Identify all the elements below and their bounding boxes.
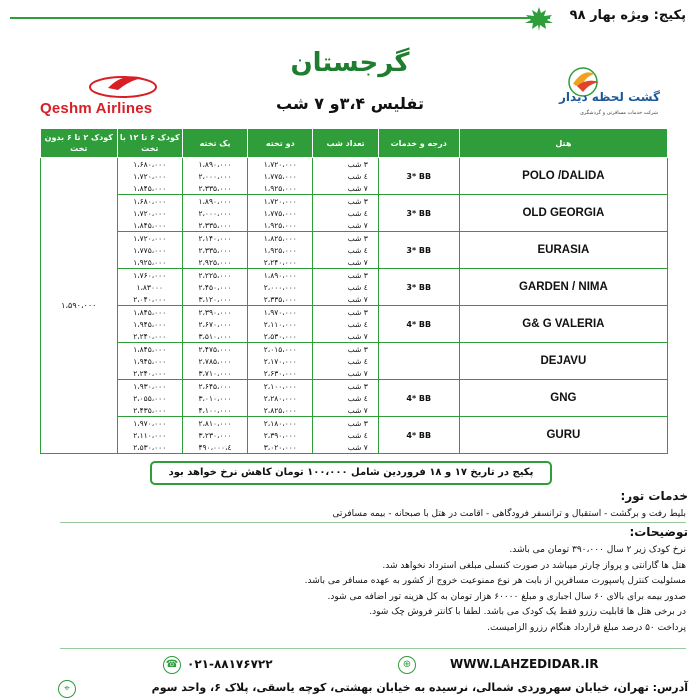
night-count: ۳ شب: [347, 196, 368, 206]
single-price: ۲،۱۴۰،۰۰۰: [198, 233, 232, 243]
night-count: ۷ شب: [347, 294, 368, 304]
single-price: ۳،۱۲۰،۰۰۰: [198, 294, 232, 304]
notes-list: [226, 543, 686, 636]
child-price: ۲،۵۳۰،۰۰۰: [133, 442, 167, 452]
child-price-cell: [117, 380, 182, 417]
single-price: ۴،۱۰۰،۰۰۰: [198, 405, 232, 415]
nights-cell: [313, 306, 378, 343]
double-price-cell: [248, 195, 313, 232]
child-price: ۱،۹۲۵،۰۰۰: [133, 257, 167, 267]
double-price: ۲،۶۳۰،۰۰۰: [263, 368, 297, 378]
single-price-cell: [182, 232, 247, 269]
double-price: ۱،۷۲۰،۰۰۰: [263, 159, 297, 169]
double-price: ۲،۳۹۰،۰۰۰: [263, 430, 297, 440]
night-count: ۷ شب: [347, 368, 368, 378]
child-price-cell: [117, 158, 182, 195]
child-price: ۲،۲۴۰،۰۰۰: [133, 368, 167, 378]
child-price: ۱،۸۴۵،۰۰۰: [133, 344, 167, 354]
child-price: ۲،۲۴۰،۰۰۰: [133, 331, 167, 341]
child-price: ۱،۶۸۰،۰۰۰: [133, 159, 167, 169]
table-row: [41, 343, 668, 380]
services-description: بلیط رفت و برگشت - استقبال و ترانسفر فرودگاهی - اقامت در هتل با صبحانه - بیمه مسافرتی: [332, 509, 686, 519]
hotel-name-cell: EURASIA: [459, 232, 667, 269]
contact-bar: [0, 655, 700, 675]
hotel-price-table: [40, 128, 668, 454]
double-price: ۲،۲۴۰،۰۰۰: [263, 257, 297, 267]
single-price: ۲،۳۹۰،۰۰۰: [198, 307, 232, 317]
hotel-name-cell: POLO /DALIDA: [459, 158, 667, 195]
nights-cell: [313, 232, 378, 269]
header-child-6-12: کودک ۶ تا ۱۲ با تخت: [117, 129, 182, 158]
nights-cell: [313, 269, 378, 306]
grade-cell: 4* BB: [378, 306, 459, 343]
nights-cell: [313, 380, 378, 417]
child-price: ۱،۷۲۰،۰۰۰: [133, 233, 167, 243]
header-nights: تعداد شب: [313, 129, 378, 158]
nights-cell: [313, 417, 378, 454]
nights-cell: [313, 158, 378, 195]
double-price: ۱،۸۹۰،۰۰۰: [263, 270, 297, 280]
night-count: ۷ شب: [347, 442, 368, 452]
child-price-cell: [117, 417, 182, 454]
services-title: خدمات تور:: [620, 489, 688, 503]
night-count: ٤ شب: [347, 245, 368, 255]
single-price: ۳،۷۱۰،۰۰۰: [198, 368, 232, 378]
night-count: ۷ شب: [347, 183, 368, 193]
single-price: ۲،۰۰۰،۰۰۰: [198, 208, 232, 218]
hotel-name-cell: GURU: [459, 417, 667, 454]
website-link[interactable]: WWW.LAHZEDIDAR.IR: [450, 657, 599, 671]
hotel-name-cell: OLD GEORGIA: [459, 195, 667, 232]
double-price: ۲،۰۰۰،۰۰۰: [263, 282, 297, 292]
table-row: [41, 417, 668, 454]
single-price-cell: [182, 195, 247, 232]
agency-tagline: شرکت خدمات مسافرتی و گردشگری: [580, 110, 658, 116]
single-price: ۲،۷۸۵،۰۰۰: [198, 356, 232, 366]
night-count: ۷ شب: [347, 220, 368, 230]
single-price-cell: [182, 380, 247, 417]
hotel-name-cell: DEJAVU: [459, 343, 667, 380]
double-price: ۲،۱۸۰،۰۰۰: [263, 418, 297, 428]
night-count: ٤ شب: [347, 171, 368, 181]
hotel-name-cell: G& G VALERIA: [459, 306, 667, 343]
double-price: ۲،۲۸۰،۰۰۰: [263, 393, 297, 403]
table-row: [41, 380, 668, 417]
night-count: ٤ شب: [347, 282, 368, 292]
nights-cell: [313, 343, 378, 380]
night-count: ٤ شب: [347, 208, 368, 218]
note-item: هتل ها گارانتی و پرواز چارتر میباشد در صورت کنسلی مبلغی استرداد نخواهد شد.: [382, 560, 686, 571]
double-price: ۲،۸۲۵،۰۰۰: [263, 405, 297, 415]
night-count: ۷ شب: [347, 257, 368, 267]
child-price-cell: [117, 306, 182, 343]
child-no-bed-price: ۱،۵۹۰،۰۰۰: [41, 158, 118, 454]
phone-icon: ☎: [163, 656, 181, 674]
child-price: ۱،۹۷۰،۰۰۰: [133, 418, 167, 428]
child-price: ۱،۷۷۵،۰۰۰: [133, 245, 167, 255]
grade-cell: 4* BB: [378, 417, 459, 454]
double-price: ۲،۱۷۰،۰۰۰: [263, 356, 297, 366]
header-single: یک تخته: [182, 129, 247, 158]
single-price-cell: [182, 269, 247, 306]
double-price: ۱،۷۲۰،۰۰۰: [263, 196, 297, 206]
hotel-name-cell: GARDEN / NIMA: [459, 269, 667, 306]
double-price-cell: [248, 232, 313, 269]
child-price: ۱،۷۲۰،۰۰۰: [133, 208, 167, 218]
single-price: ۳،۵۱۰،۰۰۰: [198, 331, 232, 341]
single-price: ۲،۴۷۵،۰۰۰: [198, 344, 232, 354]
double-price: ۱،۷۷۵،۰۰۰: [263, 208, 297, 218]
table-row: [41, 306, 668, 343]
double-price-cell: [248, 380, 313, 417]
single-price: ٤،۴۹۰،۰۰۰: [198, 442, 232, 452]
child-price-cell: [117, 232, 182, 269]
double-price: ۱،۸۲۵،۰۰۰: [263, 233, 297, 243]
notes-title: توضیحات:: [629, 525, 688, 539]
child-price: ۲،۱۱۰،۰۰۰: [133, 430, 167, 440]
child-price: ۱،۷۲۰،۰۰۰: [133, 171, 167, 181]
night-count: ۳ شب: [347, 381, 368, 391]
address-text: آدرس: تهران، خیابان سهروردی شمالی، نرسیده به خیابان بهشتی، کوچه یاسقی، پلاک ۶، واحد سوم: [151, 681, 688, 694]
night-count: ۳ شب: [347, 233, 368, 243]
child-price-cell: [117, 269, 182, 306]
single-price: ۲،۶۷۰،۰۰۰: [198, 319, 232, 329]
child-price: ۱،۶۸۰،۰۰۰: [133, 196, 167, 206]
single-price-cell: [182, 158, 247, 195]
night-count: ٤ شب: [347, 356, 368, 366]
note-item: صدور بیمه برای بالای ۶۰ سال اجباری و مبلغ ۶۰۰۰۰ هزار تومان به کل هزینه تور اضافه می شود.: [327, 591, 686, 602]
location-pin-icon: ⌖: [58, 680, 76, 698]
double-price-cell: [248, 158, 313, 195]
child-price: ۲،۰۴۰،۰۰۰: [133, 294, 167, 304]
section-divider: [60, 522, 686, 523]
package-label: پکیج: ویژه بهار ۹۸: [569, 8, 686, 23]
top-divider: [10, 17, 550, 19]
double-price-cell: [248, 343, 313, 380]
header-child-2-6: کودک ۲ تا ۶ بدون تخت: [41, 129, 118, 158]
top-bar: [0, 6, 700, 28]
child-price: ۱،۸۳۰۰۰: [136, 282, 164, 292]
double-price: ۱،۹۷۰،۰۰۰: [263, 307, 297, 317]
grade-cell: [378, 343, 459, 380]
night-count: ۳ شب: [347, 344, 368, 354]
night-count: ۳ شب: [347, 307, 368, 317]
agency-name: گشت لحظه دیدار: [559, 90, 660, 104]
double-price: ۲،۱۰۰،۰۰۰: [263, 381, 297, 391]
table-header-row: [41, 129, 668, 158]
double-price: ۱،۹۲۵،۰۰۰: [263, 183, 297, 193]
single-price: ۲،۴۵۰،۰۰۰: [198, 282, 232, 292]
single-price: ۳،۰۱۰،۰۰۰: [198, 393, 232, 403]
discount-notice: پکیج در تاریخ ۱۷ و ۱۸ فروردین شامل ۱۰۰،۰۰۰ تومان کاهش نرخ خواهد بود: [150, 461, 552, 485]
single-price-cell: [182, 417, 247, 454]
double-price-cell: [248, 306, 313, 343]
child-price: ۲،۰۵۵،۰۰۰: [133, 393, 167, 403]
single-price: ۳،۲۳۰،۰۰۰: [198, 430, 232, 440]
single-price: ۲،۲۲۵،۰۰۰: [198, 270, 232, 280]
child-price-cell: [117, 195, 182, 232]
double-price-cell: [248, 269, 313, 306]
child-price: ۱،۸۴۵،۰۰۰: [133, 220, 167, 230]
grade-cell: 4* BB: [378, 380, 459, 417]
night-count: ٤ شب: [347, 319, 368, 329]
single-price: ۲،۶۴۵،۰۰۰: [198, 381, 232, 391]
services-text: [226, 507, 686, 523]
double-price: ۲،۰۱۵،۰۰۰: [263, 344, 297, 354]
single-price: ۲،۳۳۵،۰۰۰: [198, 183, 232, 193]
single-price: ۱،۸۹۰،۰۰۰: [198, 159, 232, 169]
double-price: ۳،۰۲۰،۰۰۰: [263, 442, 297, 452]
double-price: ۲،۵۳۰،۰۰۰: [263, 331, 297, 341]
single-price: ۲،۹۲۵،۰۰۰: [198, 257, 232, 267]
night-count: ۳ شب: [347, 418, 368, 428]
header-grade: درجه و خدمات: [378, 129, 459, 158]
child-price: ۱،۹۴۵،۰۰۰: [133, 319, 167, 329]
table-row: [41, 269, 668, 306]
note-item: پرداخت ۵۰ درصد مبلغ قرارداد هنگام رزرو الزامیست.: [487, 622, 686, 633]
night-count: ۷ شب: [347, 331, 368, 341]
child-price: ۱،۹۴۵،۰۰۰: [133, 356, 167, 366]
night-count: ۳ شب: [347, 270, 368, 280]
grade-cell: 3* BB: [378, 195, 459, 232]
child-price: ۱،۷۶۰،۰۰۰: [133, 270, 167, 280]
double-price-cell: [248, 417, 313, 454]
night-count: ٤ شب: [347, 430, 368, 440]
footer-divider: [60, 648, 686, 649]
night-count: ۳ شب: [347, 159, 368, 169]
single-price: ۲،۳۳۵،۰۰۰: [198, 220, 232, 230]
note-item: نرخ کودک زیر ۲ سال ۳۹۰،۰۰۰ تومان می باشد.: [509, 545, 686, 555]
single-price: ۲،۰۰۰،۰۰۰: [198, 171, 232, 181]
child-price: ۱،۹۳۰،۰۰۰: [133, 381, 167, 391]
double-price: ۱،۷۷۵،۰۰۰: [263, 171, 297, 181]
note-item: مسئولیت کنترل پاسپورت مسافرین از بابت هر نوع ممنوعیت خروج از کشور به عهده مسافر می باشد.: [304, 576, 686, 586]
single-price: ۲،۸۱۰،۰۰۰: [198, 418, 232, 428]
page-title: گرجستان: [290, 48, 410, 78]
nights-cell: [313, 195, 378, 232]
grade-cell: 3* BB: [378, 158, 459, 195]
header-hotel: هتل: [459, 129, 667, 158]
single-price-cell: [182, 343, 247, 380]
grade-cell: 3* BB: [378, 269, 459, 306]
single-price-cell: [182, 306, 247, 343]
table-row: [41, 195, 668, 232]
table-row: [41, 232, 668, 269]
single-price: ۱،۸۹۰،۰۰۰: [198, 196, 232, 206]
double-price: ۱،۹۲۵،۰۰۰: [263, 245, 297, 255]
night-count: ۷ شب: [347, 405, 368, 415]
single-price: ۲،۳۳۵،۰۰۰: [198, 245, 232, 255]
header-double: دو تخته: [248, 129, 313, 158]
child-price-cell: [117, 343, 182, 380]
hotel-name-cell: GNG: [459, 380, 667, 417]
double-price: ۱،۹۲۵،۰۰۰: [263, 220, 297, 230]
page-subtitle: تفلیس ۳،۴و ۷ شب: [276, 94, 424, 113]
night-count: ٤ شب: [347, 393, 368, 403]
table-row: [41, 158, 668, 195]
child-price: ۱،۸۴۵،۰۰۰: [133, 183, 167, 193]
double-price: ۲،۳۳۵،۰۰۰: [263, 294, 297, 304]
child-price: ۱،۸۴۵،۰۰۰: [133, 307, 167, 317]
phone-number[interactable]: ۰۲۱-۸۸۱۷۶۷۲۲: [187, 657, 273, 671]
globe-icon: ⊕: [398, 656, 416, 674]
airline-name: Qeshm Airlines: [40, 100, 153, 117]
double-price: ۲،۱۱۰،۰۰۰: [263, 319, 297, 329]
child-price: ۲،۴۳۵،۰۰۰: [133, 405, 167, 415]
maple-leaf-icon: [522, 6, 556, 32]
grade-cell: 3* BB: [378, 232, 459, 269]
note-item: در برخی هتل ها قابلیت رزرو فقط یک کودک می باشد. لطفا با کانتر فروش چک شود.: [369, 607, 686, 617]
